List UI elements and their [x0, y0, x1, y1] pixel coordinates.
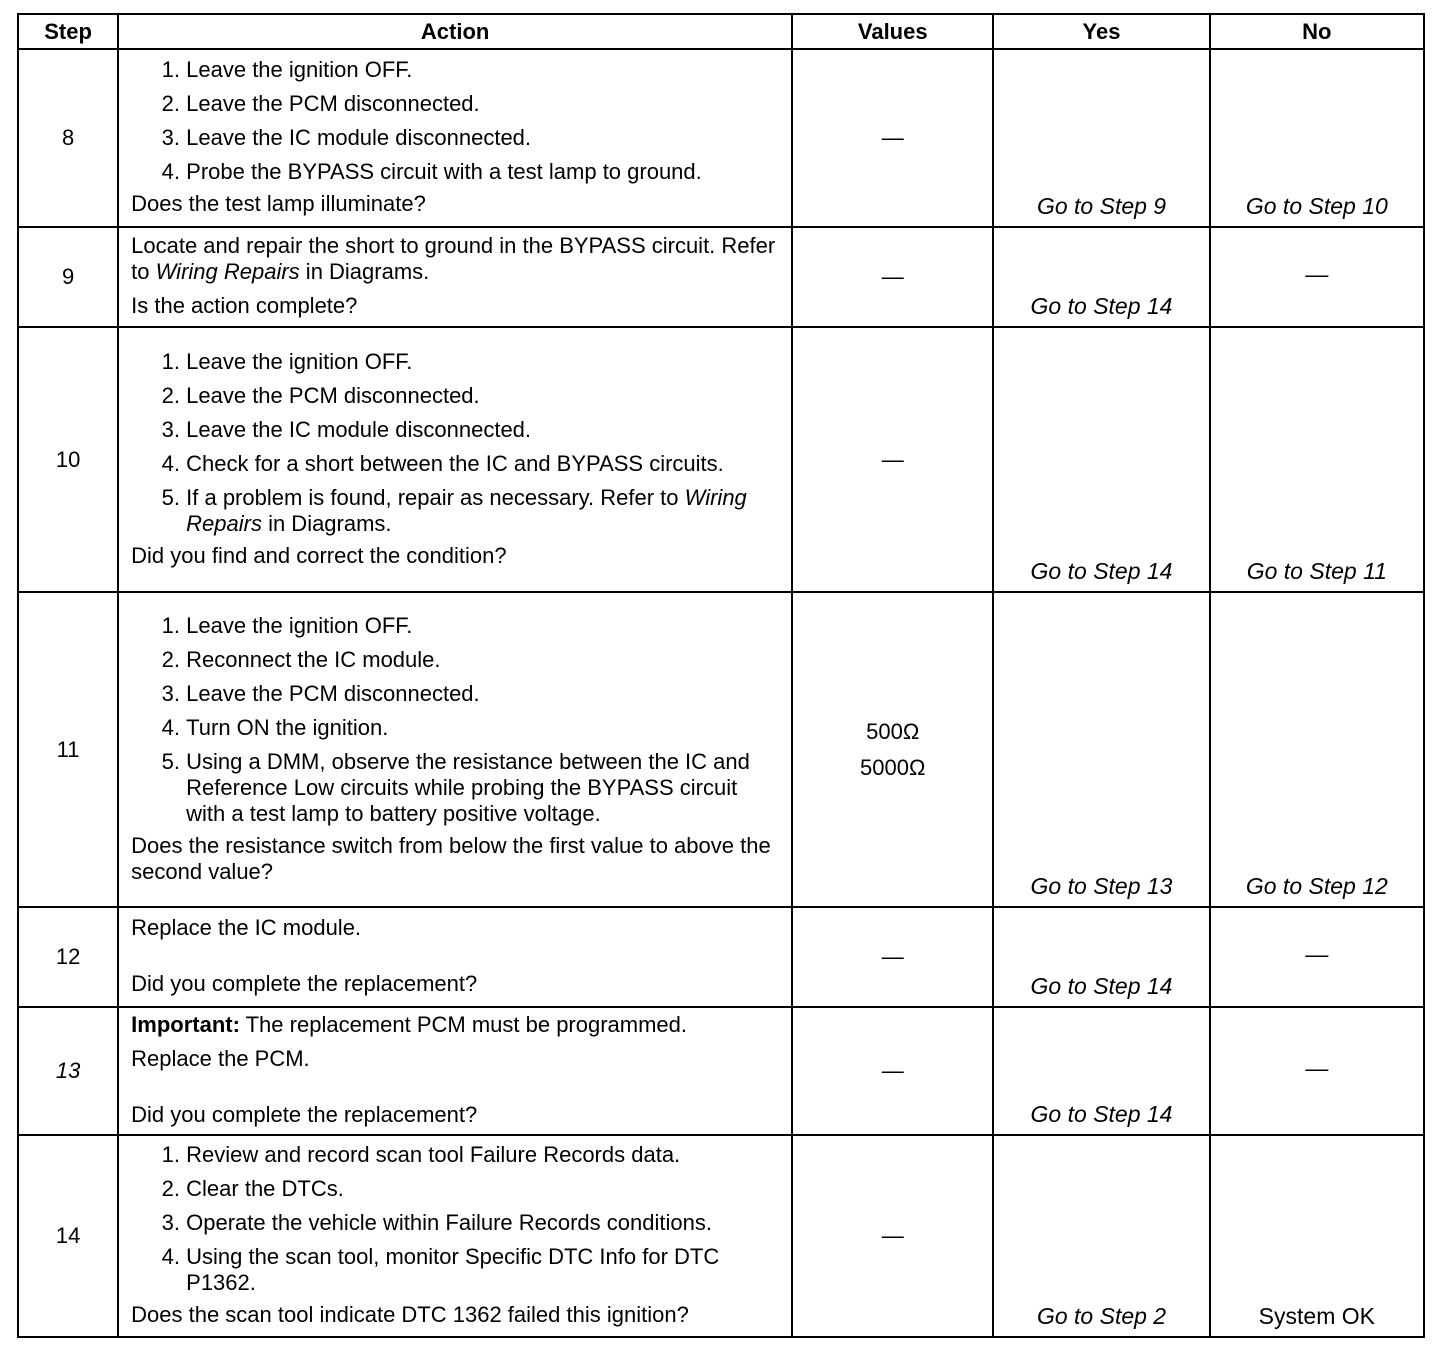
action-list	[131, 349, 781, 537]
no-cell: Go to Step 10	[1210, 49, 1424, 227]
table-row	[18, 227, 1424, 327]
values-cell: —	[792, 907, 993, 1007]
step-number: 11	[18, 592, 118, 907]
action-list	[131, 613, 781, 827]
action-list	[131, 1142, 781, 1296]
table-row	[18, 1007, 1424, 1135]
action-question: Does the scan tool indicate DTC 1362 failed this ignition?	[131, 1302, 689, 1327]
list-item	[186, 485, 781, 537]
action-question: Did you find and correct the condition?	[131, 542, 507, 568]
no-cell: Go to Step 11	[1210, 327, 1424, 592]
values-cell: —	[792, 227, 993, 327]
list-item: 2. Leave the PCM disconnected.	[186, 91, 781, 117]
no-cell: —	[1210, 227, 1424, 327]
list-item: 3. Leave the PCM disconnected.	[186, 681, 781, 707]
step-number: 13	[18, 1007, 118, 1135]
diagnostic-table	[17, 13, 1425, 1338]
values-cell	[792, 592, 993, 907]
table-row	[18, 327, 1424, 592]
list-item: 1. Review and record scan tool Failure Records data.	[186, 1142, 781, 1168]
yes-cell: Go to Step 14	[993, 1007, 1209, 1135]
action-question: Did you complete the replacement?	[131, 971, 478, 996]
action-text-part: in Diagrams.	[299, 259, 430, 284]
list-item: 1. Leave the ignition OFF.	[186, 349, 781, 375]
yes-cell: Go to Step 2	[993, 1135, 1209, 1337]
list-item: 1. Leave the ignition OFF.	[186, 613, 781, 639]
step-number: 10	[18, 327, 118, 592]
list-item: 4. Turn ON the ignition.	[186, 715, 781, 741]
header-values: Values	[792, 14, 993, 49]
no-cell: —	[1210, 1007, 1424, 1135]
list-item: 2. Reconnect the IC module.	[186, 647, 781, 673]
list-item-text: in Diagrams.	[261, 510, 392, 536]
list-item-text: If a problem is found, repair as necessary. Refer to	[186, 484, 685, 510]
list-item: 4. Check for a short between the IC and BYPASS circuits.	[186, 451, 781, 477]
yes-cell: Go to Step 14	[993, 227, 1209, 327]
action-question: Does the resistance switch from below the first value to above the second value?	[131, 832, 771, 884]
header-step: Step	[18, 14, 118, 49]
action-text	[131, 233, 781, 285]
action-cell	[118, 907, 792, 1007]
step-number: 12	[18, 907, 118, 1007]
list-item: 1. Leave the ignition OFF.	[186, 57, 781, 83]
important-label: Important:	[131, 1012, 240, 1037]
action-question: Did you complete the replacement?	[131, 1102, 478, 1127]
list-item: 4. Using the scan tool, monitor Specific DTC Info for DTC P1362.	[186, 1244, 781, 1296]
action-question: Does the test lamp illuminate?	[131, 191, 426, 216]
table-row	[18, 49, 1424, 227]
action-cell	[118, 49, 792, 227]
list-item: 2. Clear the DTCs.	[186, 1176, 781, 1202]
action-text-part: Locate and repair the short to ground in the BYPASS circuit. Refer to	[131, 233, 776, 284]
value-min: 500Ω	[866, 718, 920, 744]
wiring-repairs-reference: Wiring Repairs	[186, 484, 747, 536]
no-cell: —	[1210, 907, 1424, 1007]
table-row	[18, 1135, 1424, 1337]
header-yes: Yes	[993, 14, 1209, 49]
action-text: Replace the IC module.	[131, 915, 362, 940]
action-list	[131, 57, 781, 185]
action-cell	[118, 227, 792, 327]
values-cell: —	[792, 1007, 993, 1135]
yes-cell: Go to Step 9	[993, 49, 1209, 227]
important-text: The replacement PCM must be programmed.	[239, 1012, 688, 1037]
step-number: 14	[18, 1135, 118, 1337]
table-row	[18, 592, 1424, 907]
action-cell	[118, 1007, 792, 1135]
important-note	[131, 1012, 781, 1038]
list-item: 3. Operate the vehicle within Failure Records conditions.	[186, 1210, 781, 1236]
action-cell	[118, 1135, 792, 1337]
action-cell	[118, 592, 792, 907]
list-item: 4. Probe the BYPASS circuit with a test lamp to ground.	[186, 159, 781, 185]
list-item: 3. Leave the IC module disconnected.	[186, 125, 781, 151]
yes-cell: Go to Step 14	[993, 907, 1209, 1007]
values-cell: —	[792, 49, 993, 227]
no-cell: System OK	[1210, 1135, 1424, 1337]
action-text: Replace the PCM.	[131, 1046, 310, 1071]
no-cell: Go to Step 12	[1210, 592, 1424, 907]
list-item: 5. Using a DMM, observe the resistance between the IC and Reference Low circuits while probing the BYPASS circuit with a test lamp to battery positive voltage.	[186, 749, 781, 827]
list-item: 3. Leave the IC module disconnected.	[186, 417, 781, 443]
header-row	[18, 14, 1424, 49]
list-item: 2. Leave the PCM disconnected.	[186, 383, 781, 409]
header-action: Action	[118, 14, 792, 49]
step-number: 8	[18, 49, 118, 227]
action-cell	[118, 327, 792, 592]
table-row	[18, 907, 1424, 1007]
value-max: 5000Ω	[860, 754, 926, 780]
yes-cell: Go to Step 14	[993, 327, 1209, 592]
values-cell: —	[792, 1135, 993, 1337]
values-cell: —	[792, 327, 993, 592]
action-question: Is the action complete?	[131, 293, 358, 318]
header-no: No	[1210, 14, 1424, 49]
wiring-repairs-reference: Wiring Repairs	[155, 259, 300, 284]
yes-cell: Go to Step 13	[993, 592, 1209, 907]
step-number: 9	[18, 227, 118, 327]
